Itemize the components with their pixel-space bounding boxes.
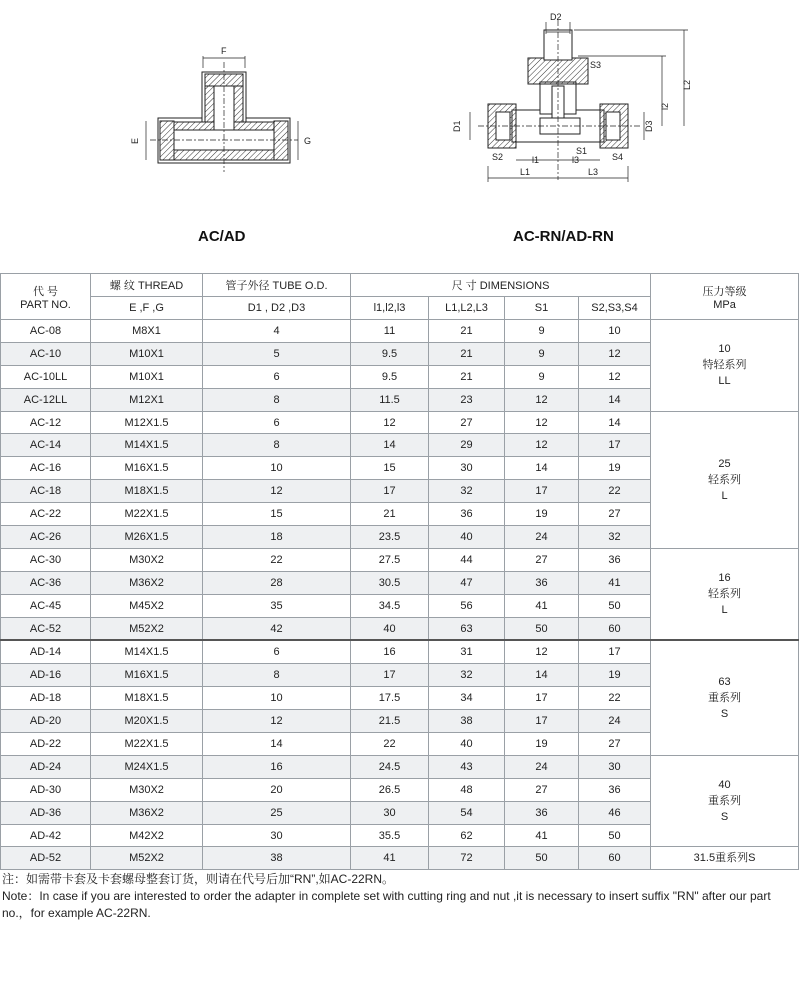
cell-s2-s4: 36 — [579, 778, 651, 801]
header-pressure — [651, 274, 799, 320]
cell-s1: 12 — [505, 388, 579, 411]
cell-s2-s4: 14 — [579, 411, 651, 434]
cell-l-large: 48 — [429, 778, 505, 801]
cell-s1: 9 — [505, 342, 579, 365]
label-e: E — [130, 137, 140, 144]
cell-part-no: AC-22 — [1, 503, 91, 526]
label-d2: D2 — [550, 12, 562, 22]
cell-s1: 12 — [505, 411, 579, 434]
cell-l-small: 9.5 — [351, 342, 429, 365]
pressure-series: 轻系列 — [708, 588, 742, 601]
cell-part-no: AC-10 — [1, 342, 91, 365]
cell-thread: M26X1.5 — [91, 526, 203, 549]
table-row — [1, 411, 799, 434]
cell-part-no: AC-12LL — [1, 388, 91, 411]
cell-part-no: AD-14 — [1, 640, 91, 663]
pressure-value: 16 — [718, 572, 731, 585]
cell-tube-od: 8 — [203, 434, 351, 457]
cell-thread: M10X1 — [91, 342, 203, 365]
cell-l-small: 22 — [351, 733, 429, 756]
cell-thread: M14X1.5 — [91, 640, 203, 663]
note-chinese: 注：如需带卡套及卡套螺母整套订货，则请在代号后加“RN”,如AC-22RN。 — [2, 872, 395, 886]
cell-thread: M20X1.5 — [91, 710, 203, 733]
cell-s2-s4: 60 — [579, 847, 651, 870]
label-d3: D3 — [644, 120, 654, 132]
cell-s1: 9 — [505, 320, 579, 343]
cell-tube-od: 15 — [203, 503, 351, 526]
cell-l-small: 21 — [351, 503, 429, 526]
header-thread-sub: E ,F ,G — [91, 297, 203, 320]
caption-ac-ad: AC/AD — [198, 228, 246, 245]
cell-l-small: 40 — [351, 617, 429, 640]
cell-part-no: AC-16 — [1, 457, 91, 480]
cell-s1: 27 — [505, 548, 579, 571]
cell-part-no: AD-24 — [1, 755, 91, 778]
cell-l-small: 23.5 — [351, 526, 429, 549]
cell-s1: 17 — [505, 710, 579, 733]
cell-l-large: 40 — [429, 526, 505, 549]
cell-s2-s4: 24 — [579, 710, 651, 733]
header-part-en: PART NO. — [20, 298, 71, 311]
cell-l-small: 16 — [351, 640, 429, 663]
header-part-no — [1, 274, 91, 320]
header-dim-s2-s4: S2,S3,S4 — [579, 297, 651, 320]
cell-tube-od: 18 — [203, 526, 351, 549]
cell-tube-od: 35 — [203, 594, 351, 617]
header-pressure-en: MPa — [713, 298, 736, 311]
cell-tube-od: 28 — [203, 571, 351, 594]
cell-thread: M10X1 — [91, 365, 203, 388]
cell-l-small: 30 — [351, 801, 429, 824]
cell-tube-od: 20 — [203, 778, 351, 801]
pressure-value: 31.5重系列S — [693, 852, 756, 865]
label-l3-small: l3 — [572, 155, 580, 165]
cell-l-large: 38 — [429, 710, 505, 733]
cell-part-no: AD-18 — [1, 687, 91, 710]
pressure-value: 40 — [718, 779, 731, 792]
cell-l-large: 27 — [429, 411, 505, 434]
cell-thread: M30X2 — [91, 778, 203, 801]
cell-l-large: 47 — [429, 571, 505, 594]
label-f: F — [221, 46, 227, 56]
cell-part-no: AC-36 — [1, 571, 91, 594]
cell-l-large: 32 — [429, 664, 505, 687]
cell-part-no: AD-36 — [1, 801, 91, 824]
cell-thread: M42X2 — [91, 824, 203, 847]
cell-s2-s4: 41 — [579, 571, 651, 594]
cell-s2-s4: 22 — [579, 687, 651, 710]
pressure-value: 63 — [718, 676, 731, 689]
label-s4: S4 — [612, 152, 624, 162]
cell-thread: M22X1.5 — [91, 733, 203, 756]
label-l3: L3 — [588, 167, 599, 177]
pressure-series: 轻系列 — [708, 473, 742, 486]
cell-pressure-group — [651, 320, 799, 412]
tee-fitting-drawing — [146, 56, 298, 172]
pressure-value: 25 — [718, 457, 731, 470]
cell-s1: 17 — [505, 687, 579, 710]
label-l2: L2 — [682, 79, 692, 90]
cell-s2-s4: 36 — [579, 548, 651, 571]
table-row — [1, 548, 799, 571]
cell-l-large: 44 — [429, 548, 505, 571]
cell-l-small: 24.5 — [351, 755, 429, 778]
cell-part-no: AC-10LL — [1, 365, 91, 388]
cell-s1: 19 — [505, 733, 579, 756]
cell-tube-od: 8 — [203, 388, 351, 411]
cell-l-small: 41 — [351, 847, 429, 870]
cell-tube-od: 14 — [203, 733, 351, 756]
cell-l-large: 34 — [429, 687, 505, 710]
cell-tube-od: 10 — [203, 457, 351, 480]
pressure-code: L — [721, 604, 728, 617]
label-s2: S2 — [492, 152, 504, 162]
header-pressure-cn: 压力等级 — [702, 285, 747, 298]
cell-part-no: AD-30 — [1, 778, 91, 801]
header-dim-l-small: l1,l2,l3 — [351, 297, 429, 320]
cell-thread: M18X1.5 — [91, 687, 203, 710]
pressure-series: 重系列 — [708, 795, 742, 808]
cell-s1: 50 — [505, 847, 579, 870]
cell-part-no: AC-26 — [1, 526, 91, 549]
cell-tube-od: 8 — [203, 664, 351, 687]
cell-thread: M18X1.5 — [91, 480, 203, 503]
cell-s2-s4: 22 — [579, 480, 651, 503]
cell-part-no: AC-12 — [1, 411, 91, 434]
cell-l-small: 11.5 — [351, 388, 429, 411]
header-dimensions: 尺 寸 DIMENSIONS — [351, 274, 651, 297]
cell-thread: M16X1.5 — [91, 457, 203, 480]
cell-l-large: 72 — [429, 847, 505, 870]
table-row — [1, 320, 799, 343]
cell-s1: 50 — [505, 617, 579, 640]
cell-s2-s4: 46 — [579, 801, 651, 824]
cell-l-small: 14 — [351, 434, 429, 457]
header-tube-od: 管子外径 TUBE O.D. — [203, 274, 351, 297]
cell-l-large: 43 — [429, 755, 505, 778]
cell-tube-od: 6 — [203, 640, 351, 663]
cell-part-no: AC-52 — [1, 617, 91, 640]
cell-tube-od: 25 — [203, 801, 351, 824]
cell-tube-od: 4 — [203, 320, 351, 343]
cell-l-small: 30.5 — [351, 571, 429, 594]
cell-part-no: AD-16 — [1, 664, 91, 687]
cell-thread: M22X1.5 — [91, 503, 203, 526]
cell-part-no: AC-18 — [1, 480, 91, 503]
cell-thread: M14X1.5 — [91, 434, 203, 457]
cell-l-small: 21.5 — [351, 710, 429, 733]
cell-l-large: 36 — [429, 503, 505, 526]
pressure-series: 重系列 — [708, 692, 742, 705]
cell-tube-od: 38 — [203, 847, 351, 870]
cell-s2-s4: 17 — [579, 434, 651, 457]
cell-s1: 9 — [505, 365, 579, 388]
cell-pressure-group — [651, 755, 799, 847]
cell-l-large: 31 — [429, 640, 505, 663]
pressure-code: S — [720, 811, 729, 824]
cell-s2-s4: 30 — [579, 755, 651, 778]
cell-s1: 24 — [505, 526, 579, 549]
cell-l-small: 27.5 — [351, 548, 429, 571]
cell-l-small: 17.5 — [351, 687, 429, 710]
cell-s1: 14 — [505, 664, 579, 687]
cell-l-large: 21 — [429, 320, 505, 343]
label-l1-small: l1 — [532, 155, 540, 165]
cell-l-small: 34.5 — [351, 594, 429, 617]
cell-thread: M12X1 — [91, 388, 203, 411]
pressure-code: LL — [718, 375, 731, 388]
cell-s2-s4: 17 — [579, 640, 651, 663]
cell-s2-s4: 27 — [579, 503, 651, 526]
pressure-value: 10 — [718, 343, 731, 356]
cell-l-small: 15 — [351, 457, 429, 480]
cell-s2-s4: 32 — [579, 526, 651, 549]
cell-pressure-group — [651, 548, 799, 640]
cell-thread: M16X1.5 — [91, 664, 203, 687]
cell-tube-od: 5 — [203, 342, 351, 365]
cell-s2-s4: 50 — [579, 594, 651, 617]
cell-l-small: 35.5 — [351, 824, 429, 847]
cell-part-no: AD-52 — [1, 847, 91, 870]
label-s3: S3 — [590, 60, 602, 70]
cell-part-no: AD-22 — [1, 733, 91, 756]
pressure-series: 特轻系列 — [702, 359, 747, 372]
cell-l-small: 17 — [351, 664, 429, 687]
cell-l-small: 26.5 — [351, 778, 429, 801]
cell-s1: 17 — [505, 480, 579, 503]
cell-tube-od: 6 — [203, 411, 351, 434]
cell-s1: 19 — [505, 503, 579, 526]
header-thread: 螺 纹 THREAD — [91, 274, 203, 297]
cell-tube-od: 16 — [203, 755, 351, 778]
cell-l-large: 63 — [429, 617, 505, 640]
header-tube-sub: D1 , D2 ,D3 — [203, 297, 351, 320]
cell-s1: 12 — [505, 640, 579, 663]
cell-s2-s4: 27 — [579, 733, 651, 756]
cell-l-large: 29 — [429, 434, 505, 457]
cell-thread: M36X2 — [91, 801, 203, 824]
header-dim-s1: S1 — [505, 297, 579, 320]
cell-tube-od: 22 — [203, 548, 351, 571]
cell-s1: 24 — [505, 755, 579, 778]
cell-thread: M36X2 — [91, 571, 203, 594]
cell-thread: M45X2 — [91, 594, 203, 617]
cell-l-large: 21 — [429, 365, 505, 388]
table-body — [1, 320, 799, 870]
label-l2s: l2 — [660, 102, 670, 110]
cell-l-large: 62 — [429, 824, 505, 847]
table-row — [1, 755, 799, 778]
caption-ac-rn-ad-rn: AC-RN/AD-RN — [513, 228, 614, 245]
cell-l-small: 12 — [351, 411, 429, 434]
cell-s2-s4: 60 — [579, 617, 651, 640]
table-header — [1, 274, 799, 320]
cell-l-large: 32 — [429, 480, 505, 503]
label-d1: D1 — [452, 120, 462, 132]
cell-l-large: 21 — [429, 342, 505, 365]
cell-l-large: 40 — [429, 733, 505, 756]
cell-thread: M52X2 — [91, 847, 203, 870]
cell-s1: 41 — [505, 594, 579, 617]
cell-pressure-group — [651, 847, 799, 870]
cell-s2-s4: 19 — [579, 457, 651, 480]
cell-s1: 36 — [505, 801, 579, 824]
header-dim-l-large: L1,L2,L3 — [429, 297, 505, 320]
cell-pressure-group — [651, 640, 799, 755]
cell-s1: 14 — [505, 457, 579, 480]
cell-s1: 12 — [505, 434, 579, 457]
cell-thread: M30X2 — [91, 548, 203, 571]
label-s1: S1 — [576, 146, 588, 156]
pressure-code: L — [721, 489, 728, 502]
cell-l-small: 9.5 — [351, 365, 429, 388]
cell-s2-s4: 50 — [579, 824, 651, 847]
cell-tube-od: 30 — [203, 824, 351, 847]
cell-thread: M8X1 — [91, 320, 203, 343]
table-row — [1, 847, 799, 870]
cell-l-large: 23 — [429, 388, 505, 411]
cell-l-large: 56 — [429, 594, 505, 617]
cell-l-small: 11 — [351, 320, 429, 343]
table-row — [1, 640, 799, 663]
cell-l-large: 54 — [429, 801, 505, 824]
cell-thread: M24X1.5 — [91, 755, 203, 778]
cell-thread: M12X1.5 — [91, 411, 203, 434]
cell-part-no: AD-42 — [1, 824, 91, 847]
technical-drawings — [0, 0, 800, 230]
cell-s1: 36 — [505, 571, 579, 594]
cell-tube-od: 12 — [203, 480, 351, 503]
cell-l-large: 30 — [429, 457, 505, 480]
cell-part-no: AC-08 — [1, 320, 91, 343]
cell-s2-s4: 19 — [579, 664, 651, 687]
cell-s2-s4: 14 — [579, 388, 651, 411]
cell-tube-od: 6 — [203, 365, 351, 388]
specification-table — [0, 273, 799, 870]
cell-s2-s4: 12 — [579, 342, 651, 365]
cell-part-no: AD-20 — [1, 710, 91, 733]
cell-thread: M52X2 — [91, 617, 203, 640]
cell-tube-od: 42 — [203, 617, 351, 640]
label-l1: L1 — [520, 167, 531, 177]
cell-pressure-group — [651, 411, 799, 548]
header-part-cn: 代 号 — [32, 285, 59, 298]
cell-s1: 27 — [505, 778, 579, 801]
cell-part-no: AC-45 — [1, 594, 91, 617]
notes — [2, 871, 798, 922]
cell-s2-s4: 10 — [579, 320, 651, 343]
pressure-code: S — [720, 708, 729, 721]
cell-part-no: AC-30 — [1, 548, 91, 571]
label-g: G — [304, 136, 312, 146]
note-english: Note：In case if you are interested to order the adapter in complete set with cutting ring and nut ,it is necessary to insert suffix "RN" after our part no.，for example AC-22RN. — [2, 889, 771, 920]
cell-tube-od: 10 — [203, 687, 351, 710]
cell-s1: 41 — [505, 824, 579, 847]
cell-s2-s4: 12 — [579, 365, 651, 388]
cell-part-no: AC-14 — [1, 434, 91, 457]
cell-l-small: 17 — [351, 480, 429, 503]
cell-tube-od: 12 — [203, 710, 351, 733]
